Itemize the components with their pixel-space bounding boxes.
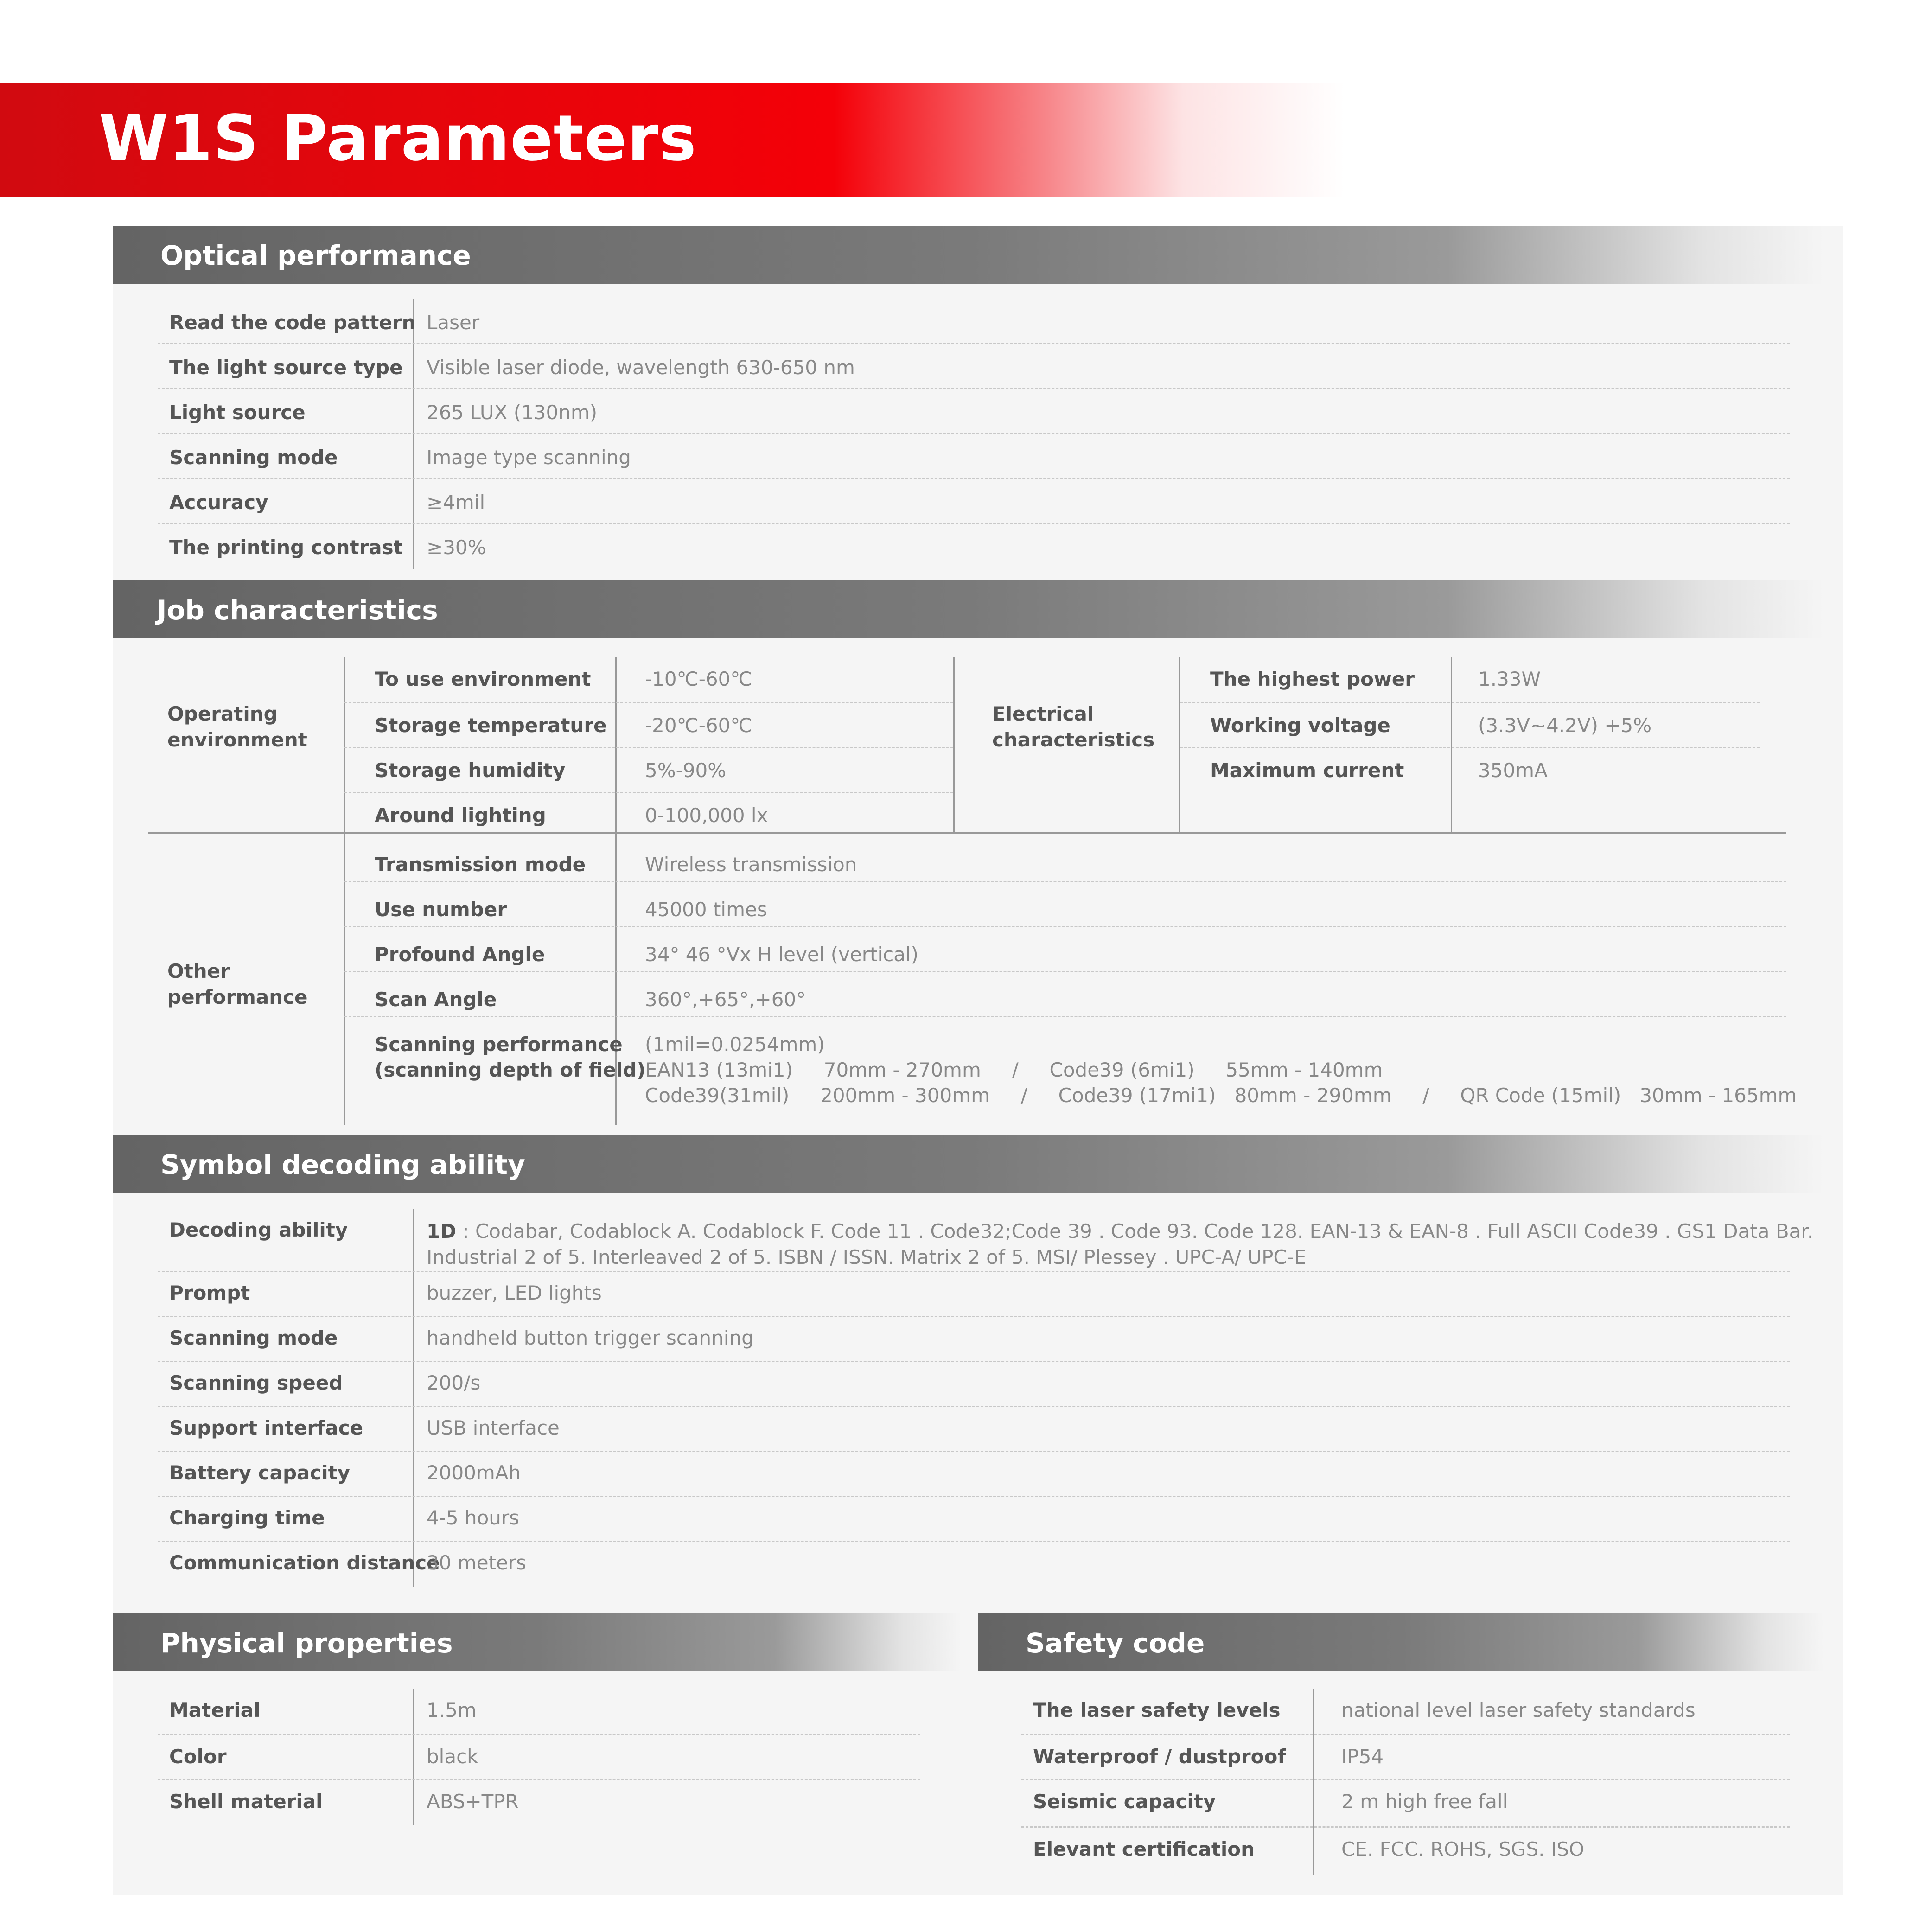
row-value: 2000mAh xyxy=(427,1461,521,1484)
row-value: -10℃-60℃ xyxy=(645,668,752,690)
title-banner xyxy=(0,83,1345,197)
row-key: Storage humidity xyxy=(375,759,566,782)
section-header-job xyxy=(113,580,1824,638)
row-key: Charging time xyxy=(169,1506,325,1529)
row-key: Communication distance xyxy=(169,1551,440,1574)
group-label-other: Other performance xyxy=(167,960,308,1008)
row-separator xyxy=(344,792,953,793)
section-title: Physical properties xyxy=(160,1627,453,1659)
row-value: 350mA xyxy=(1478,759,1548,782)
table-row xyxy=(158,1497,1790,1542)
section-header-optical xyxy=(113,226,1824,284)
row-key: Working voltage xyxy=(1210,714,1390,737)
row-key: Use number xyxy=(375,898,507,921)
table-row xyxy=(1021,1828,1790,1875)
row-value: handheld button trigger scanning xyxy=(427,1326,754,1349)
row-value: ≥30% xyxy=(427,536,486,559)
physical-table xyxy=(158,1689,920,1825)
row-key: Decoding ability xyxy=(169,1218,348,1241)
row-value: buzzer, LED lights xyxy=(427,1282,602,1304)
table-row xyxy=(1021,1735,1790,1780)
row-value: 4-5 hours xyxy=(427,1506,520,1529)
row-key: Around lighting xyxy=(375,804,546,827)
table-row xyxy=(1021,1780,1790,1828)
page-title: W1S Parameters xyxy=(99,102,697,175)
row-value: IP54 xyxy=(1341,1745,1384,1768)
row-value: 0-100,000 lx xyxy=(645,804,768,827)
row-key: Scanning speed xyxy=(169,1371,343,1394)
row-key: Waterproof / dustproof xyxy=(1033,1745,1286,1768)
table-row xyxy=(158,299,1790,344)
symbol-table xyxy=(158,1209,1814,1587)
table-row xyxy=(158,1735,920,1780)
column-divider xyxy=(1179,657,1180,833)
row-value: 45000 times xyxy=(645,898,767,921)
row-value: Laser xyxy=(427,311,480,334)
row-key: Maximum current xyxy=(1210,759,1404,782)
table-row xyxy=(158,1317,1790,1362)
row-separator xyxy=(344,881,1786,882)
row-value: 265 LUX (130nm) xyxy=(427,401,598,424)
row-value: (1mil=0.0254mm) xyxy=(645,1033,825,1056)
column-divider xyxy=(344,657,345,1125)
column-divider xyxy=(953,657,955,833)
table-row xyxy=(158,524,1790,569)
row-key: Transmission mode xyxy=(375,853,586,876)
decoding-line: : Codabar, Codablock A. Codablock F. Code 11 . Code32;Code 39 . Code 93. Code 128. EAN-13 & EAN-8 . Full ASCII Code39 . GS1 Data Bar. xyxy=(456,1220,1814,1243)
row-separator xyxy=(1180,702,1760,703)
row-key: Light source xyxy=(169,401,306,424)
row-key: The light source type xyxy=(169,356,403,379)
row-separator xyxy=(344,971,1786,972)
table-row xyxy=(1021,1689,1790,1735)
group-divider xyxy=(148,832,1786,834)
row-value: national level laser safety standards xyxy=(1341,1699,1696,1722)
row-key: Shell material xyxy=(169,1790,323,1813)
table-row xyxy=(158,1780,920,1825)
row-key: Accuracy xyxy=(169,491,268,514)
table-row xyxy=(158,389,1790,434)
row-value: ABS+TPR xyxy=(427,1790,519,1813)
row-key: Scanning mode xyxy=(169,1326,338,1349)
decoding-prefix: 1D xyxy=(427,1220,457,1243)
table-row xyxy=(158,434,1790,479)
row-value xyxy=(427,1218,1813,1270)
row-key: Prompt xyxy=(169,1282,250,1304)
table-row xyxy=(158,1542,1790,1587)
row-value: Wireless transmission xyxy=(645,853,857,876)
row-value: CE. FCC. ROHS, SGS. ISO xyxy=(1341,1838,1584,1861)
row-value: -20℃-60℃ xyxy=(645,714,752,737)
section-header-symbol xyxy=(113,1135,1824,1193)
safety-table xyxy=(1021,1689,1790,1875)
section-title: Optical performance xyxy=(160,240,471,271)
row-separator xyxy=(344,747,953,748)
row-value: ≥4mil xyxy=(427,491,485,514)
row-key: Scanning mode xyxy=(169,446,338,469)
row-key: Battery capacity xyxy=(169,1461,351,1484)
row-value: black xyxy=(427,1745,478,1768)
section-header-safety xyxy=(978,1613,1824,1671)
row-key: Seismic capacity xyxy=(1033,1790,1216,1813)
row-value: 30 meters xyxy=(427,1551,527,1574)
row-value: Code39(31mil) 200mm - 300mm / Code39 (17mi1) 80mm - 290mm / QR Code (15mil) 30mm - 165mm xyxy=(645,1084,1797,1107)
group-label-operating: Operating environment xyxy=(167,702,307,751)
row-value: 2 m high free fall xyxy=(1341,1790,1508,1813)
row-value: (3.3V~4.2V) +5% xyxy=(1478,714,1652,737)
row-key: Scanning performance xyxy=(375,1033,623,1056)
table-row xyxy=(158,1362,1790,1407)
row-separator xyxy=(344,702,953,703)
table-row xyxy=(158,1272,1790,1317)
row-key: Storage temperature xyxy=(375,714,607,737)
section-title: Job characteristics xyxy=(157,594,438,626)
optical-table xyxy=(158,299,1790,569)
row-key: The laser safety levels xyxy=(1033,1699,1281,1722)
row-key: Support interface xyxy=(169,1416,363,1439)
row-key: The printing contrast xyxy=(169,536,403,559)
row-key: Material xyxy=(169,1699,261,1722)
row-key: Elevant certification xyxy=(1033,1838,1255,1861)
row-value: 34° 46 °Vx H level (vertical) xyxy=(645,943,919,966)
row-value: 1.5m xyxy=(427,1699,477,1722)
table-row xyxy=(158,1452,1790,1497)
table-row xyxy=(158,1407,1790,1452)
section-title: Safety code xyxy=(1026,1627,1205,1659)
decoding-line: Industrial 2 of 5. Interleaved 2 of 5. ISBN / ISSN. Matrix 2 of 5. MSI/ Plessey . UPC-A/ UPC-E xyxy=(427,1246,1307,1269)
row-value: 200/s xyxy=(427,1371,481,1394)
row-key: Read the code pattern xyxy=(169,311,416,334)
section-header-physical xyxy=(113,1613,961,1671)
table-row xyxy=(158,1689,920,1735)
parameters-panel xyxy=(113,226,1843,1895)
table-row xyxy=(158,344,1790,389)
row-value: EAN13 (13mi1) 70mm - 270mm / Code39 (6mi1) 55mm - 140mm xyxy=(645,1058,1383,1081)
row-key: Scan Angle xyxy=(375,988,497,1011)
row-key: (scanning depth of field) xyxy=(375,1058,646,1081)
row-value: Visible laser diode, wavelength 630-650 nm xyxy=(427,356,855,379)
row-key: The highest power xyxy=(1210,668,1415,690)
group-label-electrical: Electrical characteristics xyxy=(992,702,1155,751)
column-divider xyxy=(1451,657,1452,833)
row-separator xyxy=(344,926,1786,927)
row-separator xyxy=(1180,747,1760,748)
row-key: Color xyxy=(169,1745,227,1768)
table-row xyxy=(158,1209,1814,1272)
section-title: Symbol decoding ability xyxy=(160,1149,525,1180)
row-value: 1.33W xyxy=(1478,668,1541,690)
row-separator xyxy=(344,1016,1786,1017)
row-value: 5%-90% xyxy=(645,759,727,782)
row-value: USB interface xyxy=(427,1416,560,1439)
table-row xyxy=(158,479,1790,524)
row-value: Image type scanning xyxy=(427,446,631,469)
row-key: To use environment xyxy=(375,668,591,690)
row-key: Profound Angle xyxy=(375,943,545,966)
row-value: 360°,+65°,+60° xyxy=(645,988,806,1011)
